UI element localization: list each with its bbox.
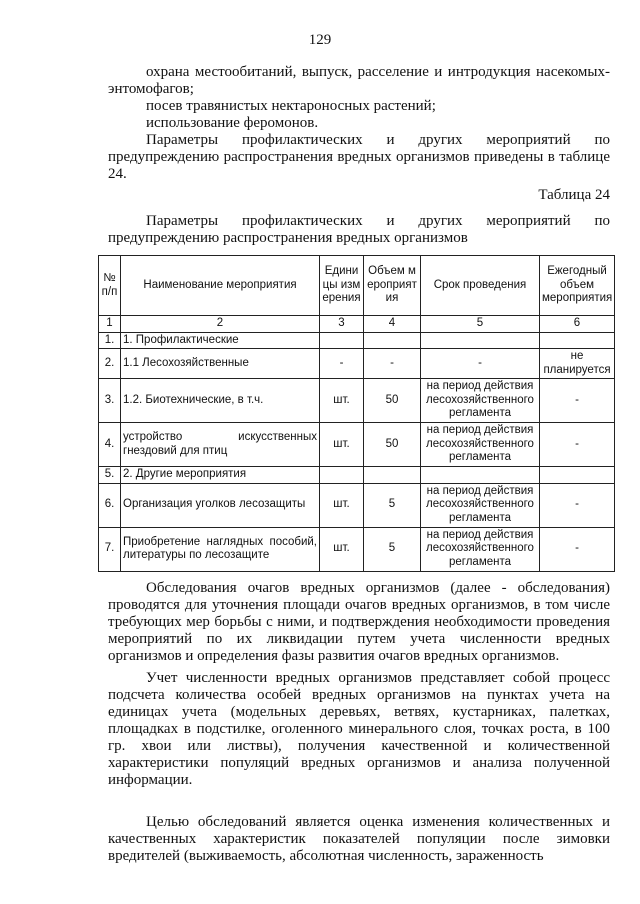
row-volume — [364, 332, 421, 349]
table-row — [99, 527, 615, 571]
paragraph-goal: Целью обследований является оценка изменения количественных и качественных характеристик показателей популяции после зимовки вредителей (выживаемость, абсолютная численность, зараженность — [108, 814, 610, 864]
table-label: Таблица 24 — [538, 187, 610, 203]
row-term: на период действия лесохозяйственного регламента — [421, 423, 540, 467]
row-annual — [540, 467, 615, 484]
row-name: 2. Другие мероприятия — [121, 467, 320, 484]
header-unit: Единицы измерения — [320, 256, 364, 316]
column-number: 2 — [121, 316, 320, 333]
row-unit: шт. — [320, 423, 364, 467]
top-line-3: использование феромонов. — [146, 115, 319, 131]
table-row — [99, 349, 615, 379]
table-row — [99, 332, 615, 349]
row-number: 5. — [99, 467, 121, 484]
column-number: 4 — [364, 316, 421, 333]
row-number: 4. — [99, 423, 121, 467]
row-unit: - — [320, 349, 364, 379]
paragraph-counting: Учет численности вредных организмов представляет собой процесс подсчета количества особей вредных организмов на пунктах учета на единицах учета (модельных деревьях, ветвях, кустарниках, палетках, площадках в подстилке, оголенного минерального слоя, точках роста, в 100 гр. хвои или листвы), получения качественной и количественной характеристики популяций вредных организмов и анализа полученной информации. — [108, 670, 610, 788]
column-number: 5 — [421, 316, 540, 333]
row-annual: - — [540, 379, 615, 423]
row-name: Приобретение наглядных пособий, литературы по лесозащите — [121, 527, 320, 571]
header-volume: Объем мероприятия — [364, 256, 421, 316]
row-annual: не планируется — [540, 349, 615, 379]
row-name: 1.1 Лесохозяйственные — [121, 349, 320, 379]
row-name: устройство искусственных гнездовий для птиц — [121, 423, 320, 467]
row-annual: - — [540, 483, 615, 527]
row-volume: - — [364, 349, 421, 379]
row-term: на период действия лесохозяйственного регламента — [421, 483, 540, 527]
column-number: 3 — [320, 316, 364, 333]
row-name: Организация уголков лесозащиты — [121, 483, 320, 527]
row-volume: 50 — [364, 379, 421, 423]
row-number: 7. — [99, 527, 121, 571]
header-term: Срок проведения — [421, 256, 540, 316]
table-row — [99, 467, 615, 484]
row-number: 2. — [99, 349, 121, 379]
row-volume — [364, 467, 421, 484]
row-unit: шт. — [320, 483, 364, 527]
row-name: 1.2. Биотехнические, в т.ч. — [121, 379, 320, 423]
row-term — [421, 332, 540, 349]
intro-paragraph: Параметры профилактических и других мероприятий по предупреждению распространения вредных организмов приведены в таблице 24. — [108, 132, 610, 182]
row-number: 3. — [99, 379, 121, 423]
row-unit — [320, 467, 364, 484]
header-annual: Ежегодный объем мероприятия — [540, 256, 615, 316]
page-number: 129 — [308, 32, 332, 48]
row-annual — [540, 332, 615, 349]
row-term: на период действия лесохозяйственного регламента — [421, 527, 540, 571]
row-annual: - — [540, 423, 615, 467]
header-number: № п/п — [99, 256, 121, 316]
table-header-row — [99, 256, 615, 316]
row-unit — [320, 332, 364, 349]
measures-table — [98, 255, 615, 572]
row-volume: 5 — [364, 483, 421, 527]
column-number: 1 — [99, 316, 121, 333]
top-line-2: посев травянистых нектароносных растений; — [146, 98, 436, 114]
row-number: 1. — [99, 332, 121, 349]
row-annual: - — [540, 527, 615, 571]
row-number: 6. — [99, 483, 121, 527]
row-unit: шт. — [320, 379, 364, 423]
column-number: 6 — [540, 316, 615, 333]
row-volume: 50 — [364, 423, 421, 467]
row-name: 1. Профилактические — [121, 332, 320, 349]
row-unit: шт. — [320, 527, 364, 571]
row-term: - — [421, 349, 540, 379]
table-caption: Параметры профилактических и других мероприятий по предупреждению распространения вредных организмов — [108, 213, 610, 246]
header-name: Наименование мероприятия — [121, 256, 320, 316]
table-row — [99, 423, 615, 467]
column-number-row — [99, 316, 615, 333]
table-row — [99, 483, 615, 527]
table-row — [99, 379, 615, 423]
row-term — [421, 467, 540, 484]
paragraph-surveys: Обследования очагов вредных организмов (далее - обследования) проводятся для уточнения площади очагов вредных организмов, в том числе требующих мер борьбы с ними, и подтверждения необходимости проведения мероприятий по их ликвидации путем учета численности вредных организмов и определения фазы развития очагов вредных организмов. — [108, 580, 610, 664]
top-line-1: охрана местообитаний, выпуск, расселение и интродукция насекомых-энтомофагов; — [108, 64, 610, 97]
row-term: на период действия лесохозяйственного регламента — [421, 379, 540, 423]
row-volume: 5 — [364, 527, 421, 571]
